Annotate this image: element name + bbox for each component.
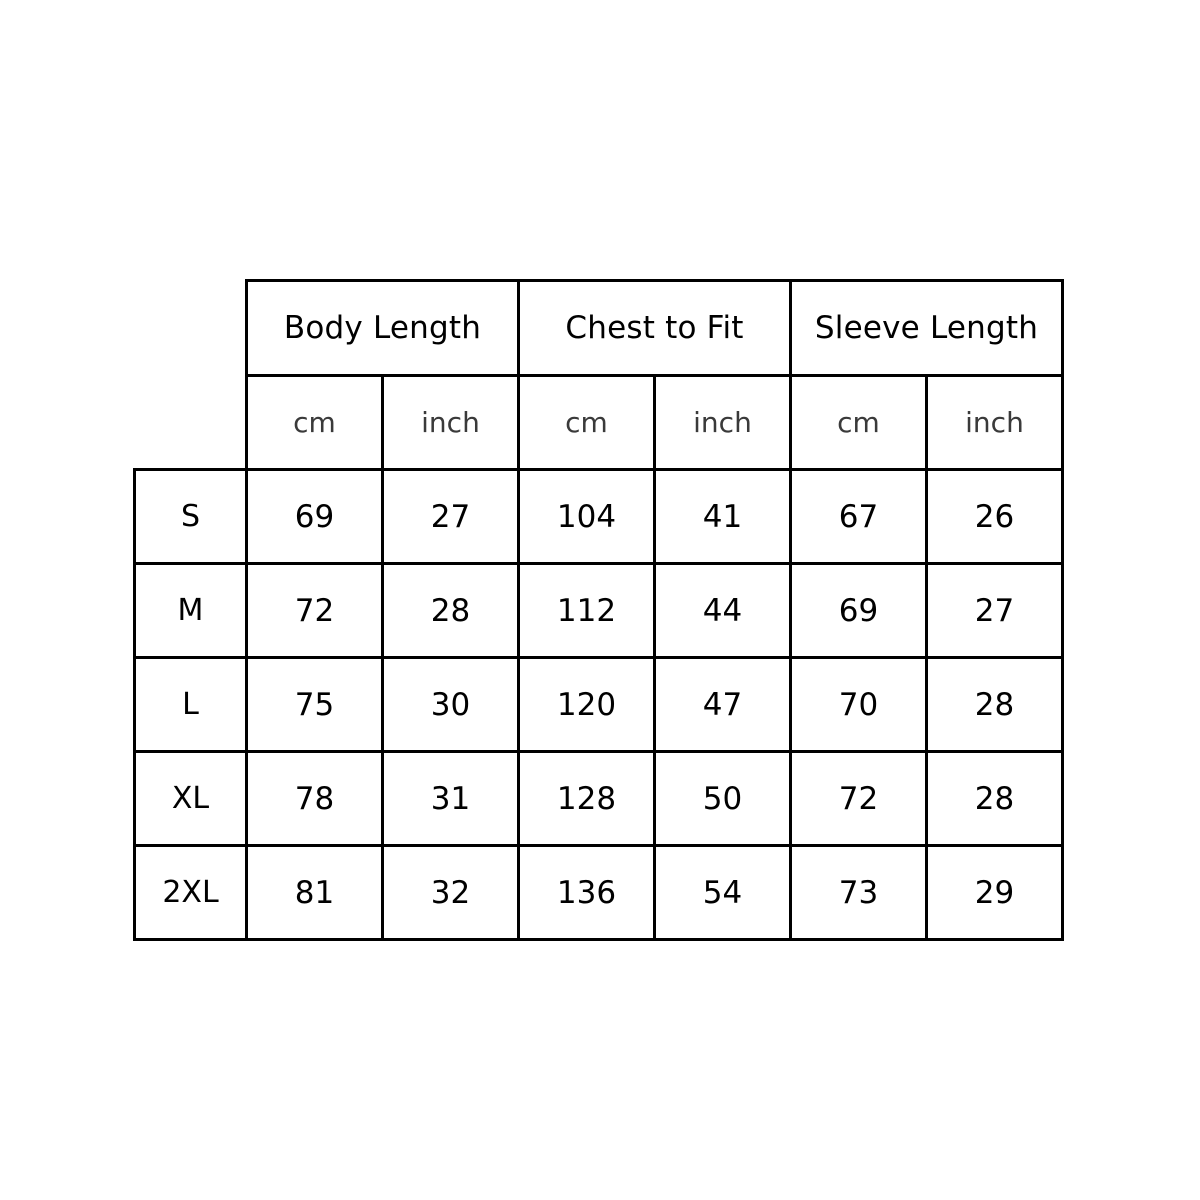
unit-header-chest-inch: inch — [655, 376, 791, 470]
group-header-sleeve-length: Sleeve Length — [791, 281, 1063, 376]
cell-s-chest-cm: 104 — [519, 470, 655, 564]
cell-2xl-chest-inch: 54 — [655, 846, 791, 940]
cell-xl-chest-cm: 128 — [519, 752, 655, 846]
unit-header-sleeve-cm: cm — [791, 376, 927, 470]
cell-xl-body-length-cm: 78 — [247, 752, 383, 846]
cell-m-sleeve-inch: 27 — [927, 564, 1063, 658]
cell-2xl-chest-cm: 136 — [519, 846, 655, 940]
cell-s-sleeve-inch: 26 — [927, 470, 1063, 564]
cell-l-body-length-inch: 30 — [383, 658, 519, 752]
cell-m-sleeve-cm: 69 — [791, 564, 927, 658]
cell-s-sleeve-cm: 67 — [791, 470, 927, 564]
group-header-body-length: Body Length — [247, 281, 519, 376]
table-row — [135, 470, 1063, 564]
table-corner-cell — [135, 281, 247, 376]
unit-header-sleeve-inch: inch — [927, 376, 1063, 470]
size-chart-table — [133, 279, 1064, 941]
cell-l-sleeve-cm: 70 — [791, 658, 927, 752]
cell-s-chest-inch: 41 — [655, 470, 791, 564]
cell-l-chest-cm: 120 — [519, 658, 655, 752]
group-header-chest-to-fit: Chest to Fit — [519, 281, 791, 376]
cell-2xl-sleeve-inch: 29 — [927, 846, 1063, 940]
unit-header-body-length-cm: cm — [247, 376, 383, 470]
cell-l-chest-inch: 47 — [655, 658, 791, 752]
cell-xl-chest-inch: 50 — [655, 752, 791, 846]
table-row — [135, 846, 1063, 940]
row-label-2xl: 2XL — [135, 846, 247, 940]
table-corner-cell-2 — [135, 376, 247, 470]
cell-s-body-length-inch: 27 — [383, 470, 519, 564]
cell-xl-sleeve-cm: 72 — [791, 752, 927, 846]
cell-2xl-body-length-cm: 81 — [247, 846, 383, 940]
row-label-xl: XL — [135, 752, 247, 846]
table-row — [135, 658, 1063, 752]
cell-xl-sleeve-inch: 28 — [927, 752, 1063, 846]
table-row — [135, 564, 1063, 658]
table-row — [135, 752, 1063, 846]
cell-2xl-body-length-inch: 32 — [383, 846, 519, 940]
cell-m-body-length-inch: 28 — [383, 564, 519, 658]
unit-header-body-length-inch: inch — [383, 376, 519, 470]
table-unit-header-row — [135, 376, 1063, 470]
cell-s-body-length-cm: 69 — [247, 470, 383, 564]
row-label-l: L — [135, 658, 247, 752]
cell-m-chest-cm: 112 — [519, 564, 655, 658]
cell-l-sleeve-inch: 28 — [927, 658, 1063, 752]
table-group-header-row — [135, 281, 1063, 376]
cell-l-body-length-cm: 75 — [247, 658, 383, 752]
row-label-s: S — [135, 470, 247, 564]
row-label-m: M — [135, 564, 247, 658]
unit-header-chest-cm: cm — [519, 376, 655, 470]
cell-xl-body-length-inch: 31 — [383, 752, 519, 846]
cell-m-body-length-cm: 72 — [247, 564, 383, 658]
cell-2xl-sleeve-cm: 73 — [791, 846, 927, 940]
cell-m-chest-inch: 44 — [655, 564, 791, 658]
